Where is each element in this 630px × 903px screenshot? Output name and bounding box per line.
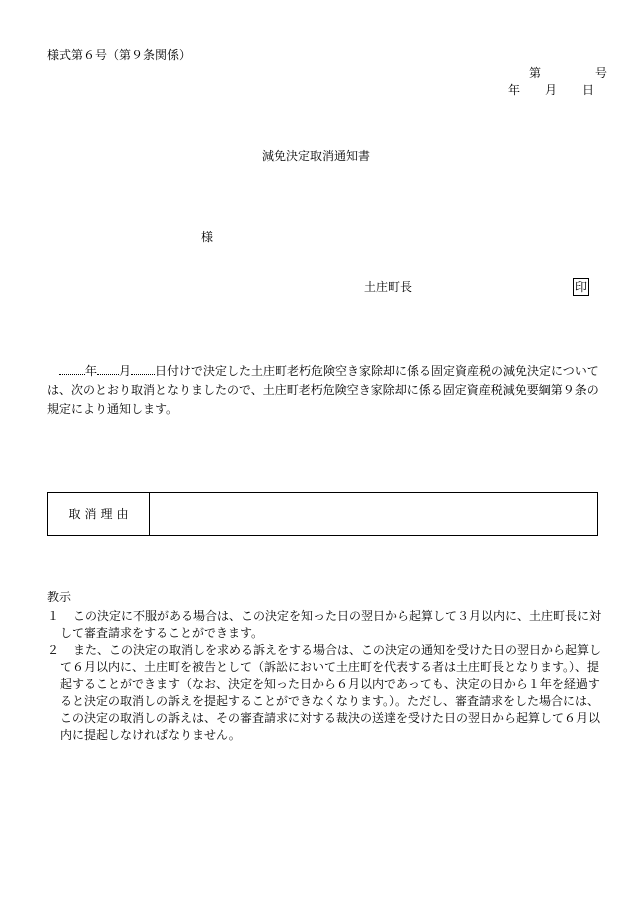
document-date bbox=[508, 84, 594, 96]
form-number: 様式第６号（第９条関係） bbox=[47, 48, 192, 62]
addressee: 様 bbox=[201, 230, 214, 244]
instruction-text: また、この決定の取消しを求める訴えをする場合は、この決定の通知を受けた日の翌日から起算して６月以内に、土庄町を被告として（訴訟において土庄町を代表する者は土庄町長となります。）、提起することができます（なお、決定を知った日から６月以内であっても、決定の日から１年を経過すると決定の取消しの訴えを提起することができなくなります。）。ただし、審査請求をした場合には、この決定の取消しの訴えは、その審査請求に対する裁決の送達を受けた日の翌日から起算して６月以内に提起しなければなりません。 bbox=[60, 643, 602, 742]
date-day: 日 bbox=[582, 83, 595, 97]
body-year: 年 bbox=[85, 364, 98, 378]
instruction-number: １ bbox=[47, 609, 60, 623]
instruction-item bbox=[47, 608, 603, 642]
date-year: 年 bbox=[508, 83, 521, 97]
date-month: 月 bbox=[545, 83, 558, 97]
month-blank bbox=[97, 362, 119, 375]
day-blank bbox=[131, 362, 155, 375]
document-number-suffix: 号 bbox=[595, 66, 608, 80]
document-number-prefix: 第 bbox=[529, 66, 542, 80]
reason-table bbox=[47, 492, 598, 536]
instruction-item bbox=[47, 642, 603, 744]
instruction-title: 教示 bbox=[47, 590, 72, 604]
notice-body bbox=[47, 362, 603, 419]
reason-value bbox=[150, 493, 597, 535]
body-month: 月 bbox=[119, 364, 132, 378]
document-number bbox=[529, 67, 607, 79]
reason-label: 取消理由 bbox=[48, 493, 150, 535]
year-blank bbox=[59, 362, 85, 375]
instruction-list bbox=[47, 608, 603, 744]
instruction-number: ２ bbox=[47, 643, 60, 657]
document-title: 減免決定取消通知書 bbox=[262, 149, 371, 163]
instruction-text: この決定に不服がある場合は、この決定を知った日の翌日から起算して３月以内に、土庄町長に対して審査請求をすることができます。 bbox=[60, 609, 602, 640]
body-text: 日付けで決定した土庄町老朽危険空き家除却に係る固定資産税の減免決定については、次のとおり取消となりましたので、土庄町老朽危険空き家除却に係る固定資産税減免要綱第９条の規定により通知します。 bbox=[47, 364, 599, 416]
seal-mark: 印 bbox=[574, 280, 587, 294]
issuer: 土庄町長 bbox=[364, 280, 413, 294]
